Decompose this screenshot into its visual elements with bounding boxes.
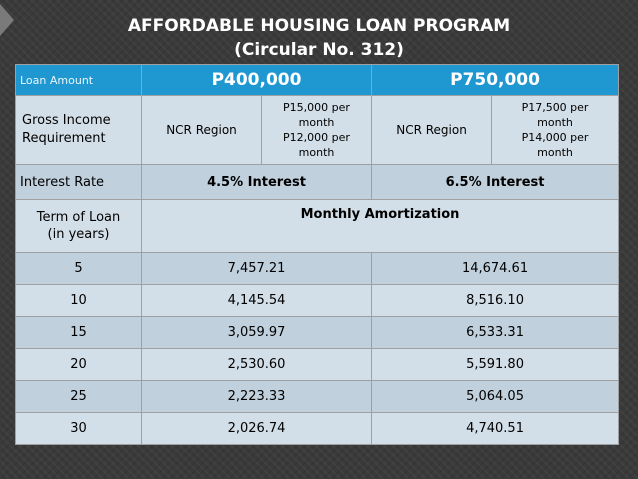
income-req-a-line1: P15,000 per	[283, 101, 350, 114]
amortization-a-cell: 2,223.33	[142, 381, 372, 413]
term-cell: 10	[16, 285, 142, 317]
amortization-a-cell: 2,026.74	[142, 413, 372, 445]
amortization-b-cell: 5,591.80	[372, 349, 619, 381]
term-cell: 5	[16, 253, 142, 285]
amortization-a-cell: 3,059.97	[142, 317, 372, 349]
income-req-b-line3: P14,000 per	[521, 131, 589, 144]
income-req-a-line2: month	[298, 116, 335, 129]
term-cell: 25	[16, 381, 142, 413]
interest-rate-b: 6.5% Interest	[372, 165, 619, 200]
income-req-a-line4: month	[298, 146, 335, 159]
loan-amount-a: P400,000	[142, 65, 372, 96]
amortization-a-cell: 4,145.54	[142, 285, 372, 317]
header-row	[16, 65, 619, 96]
income-req-a-line3: P12,000 per	[283, 131, 350, 144]
income-label-line1: Gross Income	[22, 113, 111, 128]
income-label	[16, 96, 142, 165]
term-cell: 20	[16, 349, 142, 381]
amortization-a-cell: 2,530.60	[142, 349, 372, 381]
term-row	[16, 200, 619, 253]
income-req-b-line2: month	[537, 116, 573, 129]
loan-amount-label: Loan Amount	[16, 65, 142, 96]
amortization-b-cell: 5,064.05	[372, 381, 619, 413]
term-label-line2: (in years)	[47, 227, 110, 242]
income-req-b	[492, 96, 619, 165]
amortization-b-cell: 6,533.31	[372, 317, 619, 349]
term-label-line1: Term of Loan	[36, 210, 121, 225]
amortization-b-cell: 4,740.51	[372, 413, 619, 445]
region-a: NCR Region	[142, 96, 262, 165]
term-label	[16, 200, 142, 253]
amortization-heading: Monthly Amortization	[142, 200, 619, 253]
table-row	[16, 349, 619, 381]
table-row	[16, 381, 619, 413]
term-cell: 15	[16, 317, 142, 349]
income-req-a	[262, 96, 372, 165]
interest-rate-a: 4.5% Interest	[142, 165, 372, 200]
amortization-b-cell: 14,674.61	[372, 253, 619, 285]
region-b: NCR Region	[372, 96, 492, 165]
loan-amount-b: P750,000	[372, 65, 619, 96]
table-row	[16, 317, 619, 349]
term-cell: 30	[16, 413, 142, 445]
loan-table	[15, 64, 619, 445]
income-req-b-line1: P17,500 per	[521, 101, 589, 114]
page-subtitle: (Circular No. 312)	[234, 40, 404, 60]
page-title: AFFORDABLE HOUSING LOAN PROGRAM	[127, 16, 511, 36]
table-row	[16, 413, 619, 445]
interest-row	[16, 165, 619, 200]
amortization-b-cell: 8,516.10	[372, 285, 619, 317]
table-row	[16, 285, 619, 317]
income-row	[16, 96, 619, 165]
income-label-line2: Requirement	[22, 131, 106, 146]
table-row	[16, 253, 619, 285]
income-req-b-line4: month	[537, 146, 573, 159]
amortization-a-cell: 7,457.21	[142, 253, 372, 285]
interest-label: Interest Rate	[16, 165, 142, 200]
